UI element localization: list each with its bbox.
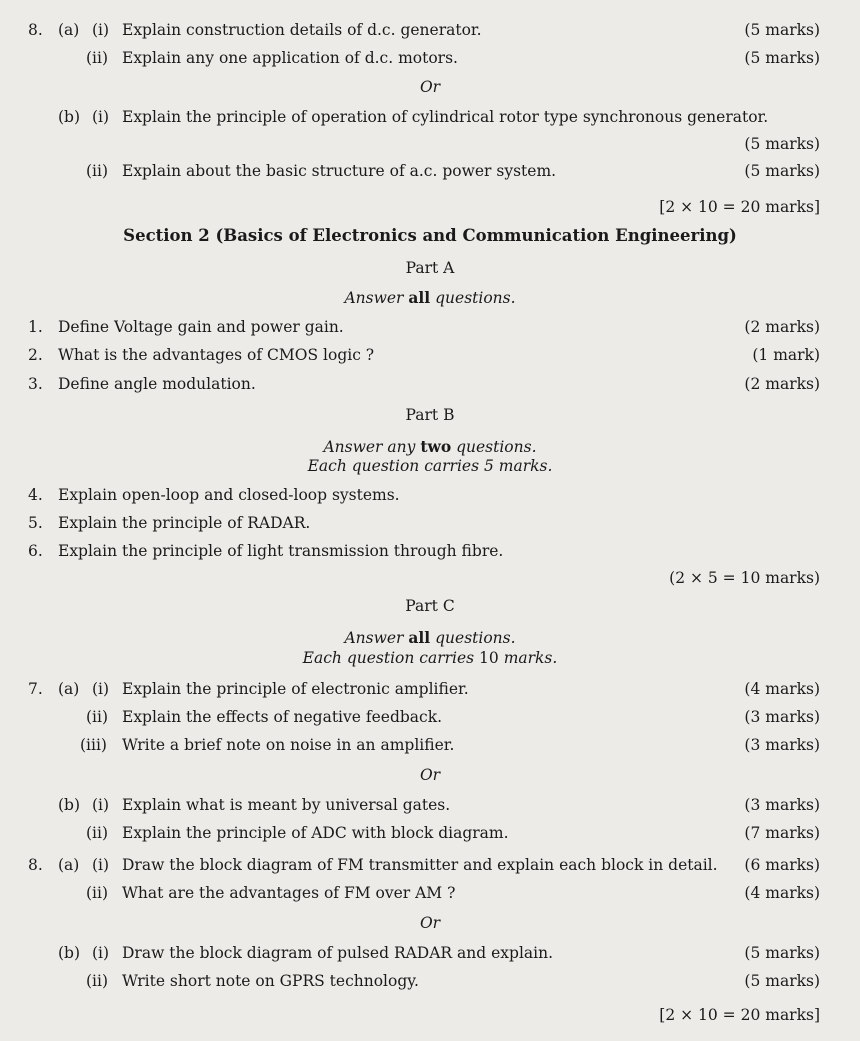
or-separator (0, 911, 860, 935)
question-line (0, 511, 860, 535)
instr-pre: Answer any (323, 438, 421, 456)
marks: (4 marks) (744, 884, 820, 902)
question-part: (b) (58, 108, 81, 126)
question-line (0, 315, 860, 339)
subpart-label: (iii) (80, 736, 107, 754)
subpart-label: (i) (92, 680, 110, 698)
subpart-label: (ii) (86, 884, 109, 902)
question-number: 3. (28, 375, 43, 393)
part-title: Part A (405, 259, 455, 277)
marks: (2 marks) (744, 318, 820, 336)
question-part: (a) (58, 21, 80, 39)
question-text: Explain the principle of RADAR. (58, 514, 311, 532)
subpart-label: (i) (92, 796, 110, 814)
marks: (3 marks) (744, 708, 820, 726)
question-text: Draw the block diagram of FM transmitter and explain each block in detail. (122, 856, 718, 874)
question-number: 6. (28, 542, 43, 560)
marks: (5 marks) (744, 21, 820, 39)
question-part: (b) (58, 944, 81, 962)
q8a-c-ii-line (0, 881, 860, 905)
instr-bold: 10 (479, 649, 499, 667)
q7a-iii-line (0, 733, 860, 757)
instr-pre: Answer (344, 289, 409, 307)
question-text: Write a brief note on noise in an amplifier. (122, 736, 455, 754)
instruction-text: Each question carries 5 marks. (307, 457, 553, 475)
question-text: Define Voltage gain and power gain. (58, 318, 344, 336)
marks: (2 marks) (744, 375, 820, 393)
part-b-heading (0, 403, 860, 427)
question-text: Explain open-loop and closed-loop systems. (58, 486, 400, 504)
part-c-heading (0, 594, 860, 618)
instr-post: marks. (498, 649, 558, 667)
section-2-heading (0, 224, 860, 248)
subpart-label: (ii) (86, 162, 109, 180)
subpart-label: (i) (92, 944, 110, 962)
or-separator (0, 75, 860, 99)
question-line (0, 539, 860, 563)
subpart-label: (ii) (86, 972, 109, 990)
marks: (5 marks) (744, 49, 820, 67)
marks: (6 marks) (744, 856, 820, 874)
question-text: Define angle modulation. (58, 375, 256, 393)
q7b-ii-line (0, 821, 860, 845)
marks: (3 marks) (744, 736, 820, 754)
question-number: 2. (28, 346, 43, 364)
q8a-i-line (0, 18, 860, 42)
question-number: 5. (28, 514, 43, 532)
marks: (1 mark) (752, 346, 820, 364)
marks: (5 marks) (744, 944, 820, 962)
question-text: Explain any one application of d.c. motors. (122, 49, 458, 67)
q8a-c-i-line (0, 853, 860, 877)
instr-post: questions. (430, 289, 516, 307)
section-title: Section 2 (Basics of Electronics and Communication Engineering) (123, 226, 737, 245)
subpart-label: (ii) (86, 49, 109, 67)
instr-pre: Each question carries (302, 649, 480, 667)
subpart-label: (ii) (86, 708, 109, 726)
q8b-i-line (0, 105, 860, 129)
instruction-text (0, 286, 860, 310)
instr-post: questions. (451, 438, 537, 456)
subpart-label: (i) (92, 108, 110, 126)
or-text: Or (419, 914, 441, 932)
instr-bold: two (420, 437, 452, 456)
question-text: Explain the principle of light transmission through fibre. (58, 542, 504, 560)
question-text: Explain about the basic structure of a.c. power system. (122, 162, 557, 180)
total-marks: [2 × 10 = 20 marks] (659, 198, 820, 216)
or-text: Or (419, 78, 441, 96)
question-text: Write short note on GPRS technology. (122, 972, 419, 990)
part-title: Part C (405, 597, 455, 615)
q7b-i-line (0, 793, 860, 817)
question-line (0, 372, 860, 396)
marks: (7 marks) (744, 824, 820, 842)
part-a-heading (0, 256, 860, 280)
section-total-line (0, 195, 860, 219)
part-c-instruction-2 (0, 646, 860, 670)
marks: (4 marks) (744, 680, 820, 698)
question-text: Explain the principle of electronic amplifier. (122, 680, 469, 698)
question-number: 1. (28, 318, 43, 336)
subpart-label: (ii) (86, 824, 109, 842)
q8b-ii-line (0, 159, 860, 183)
or-separator (0, 763, 860, 787)
question-text: Explain what is meant by universal gates. (122, 796, 451, 814)
subpart-label: (i) (92, 856, 110, 874)
or-text: Or (419, 766, 441, 784)
question-line (0, 483, 860, 507)
q7a-ii-line (0, 705, 860, 729)
question-number: 4. (28, 486, 43, 504)
instr-pre: Answer (344, 629, 409, 647)
q8b-i-marks-line (0, 132, 860, 156)
q8a-ii-line (0, 46, 860, 70)
question-number: 8. (28, 856, 43, 874)
part-a-instruction (0, 286, 860, 310)
question-text: Explain the principle of operation of cylindrical rotor type synchronous generator. (122, 108, 769, 126)
q8b-c-ii-line (0, 969, 860, 993)
marks: (3 marks) (744, 796, 820, 814)
instruction-text (0, 646, 860, 670)
instr-bold: all (408, 288, 431, 307)
question-part: (a) (58, 680, 80, 698)
question-number: 7. (28, 680, 43, 698)
total-marks: [2 × 10 = 20 marks] (659, 1006, 820, 1024)
marks: (5 marks) (744, 162, 820, 180)
question-number: 8. (28, 21, 43, 39)
question-text: What are the advantages of FM over AM ? (122, 884, 456, 902)
instr-post: questions. (430, 629, 516, 647)
marks: (5 marks) (744, 135, 820, 153)
part-c-total-line (0, 1003, 860, 1027)
part-title: Part B (405, 406, 455, 424)
question-text: Draw the block diagram of pulsed RADAR and explain. (122, 944, 554, 962)
marks: (5 marks) (744, 972, 820, 990)
question-text: What is the advantages of CMOS logic ? (58, 346, 375, 364)
question-text: Explain construction details of d.c. generator. (122, 21, 482, 39)
question-text: Explain the principle of ADC with block diagram. (122, 824, 509, 842)
part-total-line (0, 566, 860, 590)
part-b-instruction-2 (0, 454, 860, 478)
question-line (0, 343, 860, 367)
subpart-label: (i) (92, 21, 110, 39)
question-part: (b) (58, 796, 81, 814)
q8b-c-i-line (0, 941, 860, 965)
question-part: (a) (58, 856, 80, 874)
total-marks: (2 × 5 = 10 marks) (669, 569, 820, 587)
question-text: Explain the effects of negative feedback. (122, 708, 443, 726)
instr-bold: all (408, 628, 431, 647)
q7a-i-line (0, 677, 860, 701)
